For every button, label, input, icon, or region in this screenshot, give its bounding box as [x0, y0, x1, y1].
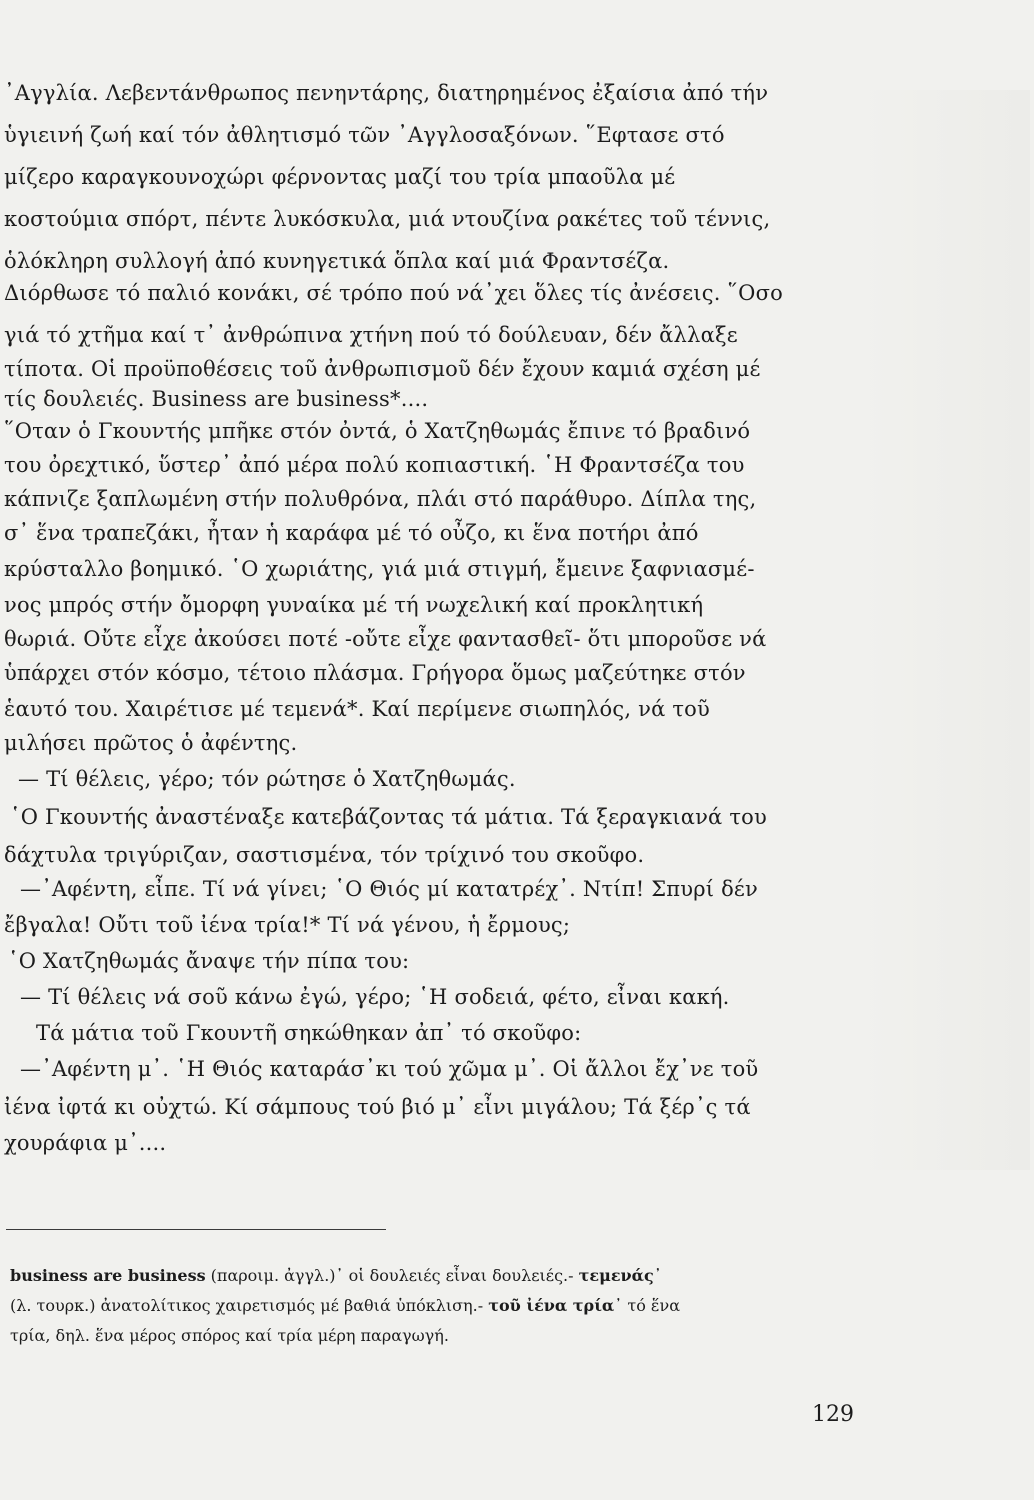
text-line: ῾Ο Γκουντής ἀναστέναξε κατεβάζοντας τά μάτια. Τά ξεραγκιανά του: [10, 805, 767, 829]
text-line: ὑπάρχει στόν κόσμο, τέτοιο πλάσμα. Γρήγορα ὅμως μαζεύτηκε στόν: [4, 661, 746, 685]
footnote-line: τρία, δηλ. ἕνα μέρος σπόρος καί τρία μέρη παραγωγή.: [10, 1326, 449, 1345]
text-line: ῞Οταν ὁ Γκουντής μπῆκε στόν ὀντά, ὁ Χατζηθωμάς ἔπινε τό βραδινό: [4, 419, 751, 443]
footnote-line: [10, 1262, 662, 1290]
text-line: Τά μάτια τοῦ Γκουντῆ σηκώθηκαν ἀπ᾿ τό σκοῦφο:: [36, 1021, 582, 1045]
text-line: ἑαυτό του. Χαιρέτισε μέ τεμενά*. Καί περίμενε σιωπηλός, νά τοῦ: [4, 697, 710, 721]
show-through-shadow: [860, 90, 1030, 1170]
text-line: — Τί θέλεις νά σοῦ κάνω ἐγώ, γέρο; ῾Η σοδειά, φέτο, εἶναι κακή.: [20, 985, 730, 1009]
footnote-text: (λ. τουρκ.) ἀνατολίτικος χαιρετισμός μέ βαθιά ὑπόκλιση.-: [10, 1296, 489, 1315]
footnote-term: τεμενάς: [578, 1266, 654, 1285]
text-line: ῾Ο Χατζηθωμάς ἄναψε τήν πίπα του:: [8, 949, 410, 973]
footnote-term: business are business: [10, 1266, 206, 1285]
text-line: κοστούμια σπόρτ, πέντε λυκόσκυλα, μιά ντουζίνα ρακέτες τοῦ τέννις,: [4, 207, 771, 231]
text-line: του ὀρεχτικό, ὕστερ᾿ ἀπό μέρα πολύ κοπιαστική. ῾Η Φραντσέζα του: [4, 453, 745, 477]
text-line: νος μπρός στήν ὄμορφη γυναίκα μέ τή νωχελική καί προκλητική: [4, 593, 704, 617]
text-line: χουράφια μ᾿....: [4, 1131, 167, 1155]
text-line: Διόρθωσε τό παλιό κονάκι, σέ τρόπο πού νά᾿χει ὅλες τίς ἀνέσεις. ῞Οσο: [4, 281, 783, 305]
text-line: μιλήσει πρῶτος ὁ ἀφέντης.: [4, 731, 298, 755]
footnote-term: τοῦ ἰένα τρία: [488, 1296, 615, 1315]
text-line: ᾿Αγγλία. Λεβεντάνθρωπος πενηντάρης, διατηρημένος ἐξαίσια ἀπό τήν: [4, 81, 769, 105]
text-line: κάπνιζε ξαπλωμένη στήν πολυθρόνα, πλάι στό παράθυρο. Δίπλα της,: [4, 487, 757, 511]
text-line: —᾿Αφέντη, εἶπε. Τί νά γίνει; ῾Ο Θιός μί κατατρέχ᾿. Ντίπ! Σπυρί δέν: [20, 877, 758, 901]
footnote-line: [10, 1292, 680, 1320]
text-line: ἔβγαλα! Οὔτι τοῦ ἰένα τρία!* Τί νά γένου, ἡ ἔρμους;: [4, 913, 571, 937]
text-line: τίς δουλειές. Business are business*....: [4, 387, 429, 411]
text-line: σ᾿ ἕνα τραπεζάκι, ἦταν ἡ καράφα μέ τό οὖζο, κι ἕνα ποτήρι ἀπό: [4, 521, 699, 545]
footnote-text: ᾿: [653, 1266, 662, 1285]
text-line: ὑγιεινή ζωή καί τόν ἀθλητισμό τῶν ᾿Αγγλοσαξόνων. ῞Εφτασε στό: [4, 123, 725, 147]
text-line: γιά τό χτῆμα καί τ᾿ ἀνθρώπινα χτήνη πού τό δούλευαν, δέν ἄλλαξε: [4, 323, 738, 347]
text-line: τίποτα. Οἱ προϋποθέσεις τοῦ ἀνθρωπισμοῦ δέν ἔχουν καμιά σχέση μέ: [4, 357, 761, 381]
text-line: μίζερο καραγκουνοχώρι φέρνοντας μαζί του τρία μπαοῦλα μέ: [4, 165, 676, 189]
text-line: θωριά. Οὔτε εἶχε ἀκούσει ποτέ -οὔτε εἶχε φαντασθεῖ- ὅτι μποροῦσε νά: [4, 627, 767, 651]
text-line: κρύσταλλο βοημικό. ῾Ο χωριάτης, γιά μιά στιγμή, ἔμεινε ξαφνιασμέ-: [4, 557, 755, 581]
footnote-divider: [6, 1229, 386, 1230]
text-line: ὁλόκληρη συλλογή ἀπό κυνηγετικά ὅπλα καί μιά Φραντσέζα.: [4, 249, 670, 273]
text-line: —᾿Αφέντη μ᾿. ῾Η Θιός καταράσ᾿κι τού χῶμα μ᾿. Οἱ ἄλλοι ἔχ᾿νε τοῦ: [20, 1057, 759, 1081]
page-number: 129: [812, 1402, 854, 1427]
text-line: δάχτυλα τριγύριζαν, σαστισμένα, τόν τρίχινό του σκοῦφο.: [4, 843, 645, 867]
footnote-text: ᾿ τό ἕνα: [614, 1296, 681, 1315]
text-line: — Τί θέλεις, γέρο; τόν ρώτησε ὁ Χατζηθωμάς.: [18, 767, 516, 791]
text-line: ἰένα ἰφτά κι οὐχτώ. Κί σάμπους τού βιό μ᾿ εἶνι μιγάλου; Τά ξέρ᾿ς τά: [4, 1095, 751, 1119]
footnote-text: (παροιμ. ἀγγλ.)᾿ οἱ δουλειές εἶναι δουλειές.-: [205, 1266, 579, 1285]
